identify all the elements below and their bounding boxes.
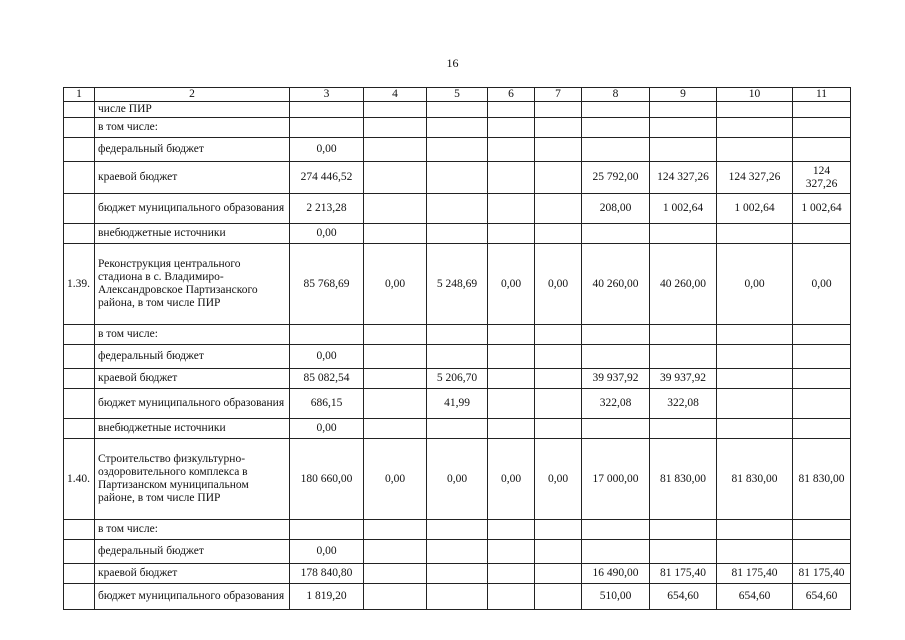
- value-cell: [535, 345, 582, 369]
- value-cell: [488, 224, 535, 244]
- column-number-header: 8: [582, 88, 650, 102]
- value-cell: [535, 162, 582, 194]
- value-cell: 85 768,69: [290, 244, 364, 325]
- value-cell: 0,00: [290, 138, 364, 162]
- row-name-cell: числе ПИР: [95, 102, 290, 118]
- value-cell: [793, 325, 851, 345]
- row-name-cell: внебюджетные источники: [95, 224, 290, 244]
- column-number-header: 4: [364, 88, 427, 102]
- value-cell: [427, 162, 488, 194]
- value-cell: [582, 540, 650, 564]
- value-cell: [650, 419, 717, 439]
- value-cell: 1 002,64: [793, 194, 851, 224]
- value-cell: [290, 325, 364, 345]
- value-cell: [582, 118, 650, 138]
- row-number-cell: 1.40.: [64, 439, 95, 520]
- value-cell: [717, 389, 793, 419]
- value-cell: [717, 138, 793, 162]
- row-number-cell: [64, 520, 95, 540]
- value-cell: [364, 564, 427, 584]
- value-cell: [364, 389, 427, 419]
- value-cell: 5 206,70: [427, 369, 488, 389]
- column-number-header: 5: [427, 88, 488, 102]
- value-cell: [488, 325, 535, 345]
- value-cell: [488, 389, 535, 419]
- table-row: [64, 102, 851, 118]
- value-cell: [364, 540, 427, 564]
- value-cell: 0,00: [290, 224, 364, 244]
- value-cell: [427, 419, 488, 439]
- table-row: [64, 369, 851, 389]
- row-number-cell: [64, 419, 95, 439]
- table-row: [64, 584, 851, 610]
- value-cell: 0,00: [535, 244, 582, 325]
- value-cell: 178 840,80: [290, 564, 364, 584]
- value-cell: [364, 520, 427, 540]
- value-cell: 81 175,40: [717, 564, 793, 584]
- value-cell: [535, 369, 582, 389]
- table-row: [64, 118, 851, 138]
- row-name-cell: бюджет муниципального образования: [95, 194, 290, 224]
- value-cell: [535, 584, 582, 610]
- value-cell: 124 327,26: [650, 162, 717, 194]
- value-cell: 0,00: [427, 439, 488, 520]
- value-cell: [488, 540, 535, 564]
- value-cell: [650, 520, 717, 540]
- value-cell: [717, 419, 793, 439]
- value-cell: 654,60: [650, 584, 717, 610]
- value-cell: [535, 389, 582, 419]
- table-row: [64, 138, 851, 162]
- value-cell: [793, 118, 851, 138]
- value-cell: [793, 419, 851, 439]
- value-cell: 0,00: [290, 345, 364, 369]
- value-cell: 654,60: [717, 584, 793, 610]
- value-cell: [427, 345, 488, 369]
- row-name-cell: внебюджетные источники: [95, 419, 290, 439]
- value-cell: [717, 102, 793, 118]
- value-cell: [535, 419, 582, 439]
- table-row: [64, 439, 851, 520]
- value-cell: 85 082,54: [290, 369, 364, 389]
- value-cell: [364, 194, 427, 224]
- value-cell: 39 937,92: [582, 369, 650, 389]
- value-cell: [717, 520, 793, 540]
- value-cell: [650, 118, 717, 138]
- value-cell: [364, 584, 427, 610]
- row-number-cell: [64, 389, 95, 419]
- value-cell: 322,08: [650, 389, 717, 419]
- row-number-cell: [64, 102, 95, 118]
- value-cell: 180 660,00: [290, 439, 364, 520]
- row-number-cell: [64, 224, 95, 244]
- value-cell: [488, 118, 535, 138]
- value-cell: 40 260,00: [582, 244, 650, 325]
- column-number-header: 11: [793, 88, 851, 102]
- value-cell: 0,00: [290, 419, 364, 439]
- column-number-row: [64, 88, 851, 102]
- value-cell: [427, 194, 488, 224]
- row-number-cell: [64, 584, 95, 610]
- value-cell: 16 490,00: [582, 564, 650, 584]
- value-cell: [364, 369, 427, 389]
- value-cell: [364, 325, 427, 345]
- row-name-cell: краевой бюджет: [95, 369, 290, 389]
- value-cell: [717, 540, 793, 564]
- table-row: [64, 389, 851, 419]
- row-name-cell: Реконструкция центрального стадиона в с. Владимиро-Александровское Партизанского района, в том числе ПИР: [95, 244, 290, 325]
- value-cell: 322,08: [582, 389, 650, 419]
- value-cell: 81 175,40: [650, 564, 717, 584]
- value-cell: 1 002,64: [650, 194, 717, 224]
- value-cell: 17 000,00: [582, 439, 650, 520]
- row-number-cell: [64, 540, 95, 564]
- row-number-cell: [64, 138, 95, 162]
- value-cell: 0,00: [793, 244, 851, 325]
- value-cell: 41,99: [427, 389, 488, 419]
- row-name-cell: бюджет муниципального образования: [95, 389, 290, 419]
- value-cell: 0,00: [290, 540, 364, 564]
- value-cell: [650, 138, 717, 162]
- value-cell: 274 446,52: [290, 162, 364, 194]
- column-number-header: 7: [535, 88, 582, 102]
- value-cell: [535, 325, 582, 345]
- value-cell: 0,00: [364, 439, 427, 520]
- value-cell: [535, 138, 582, 162]
- value-cell: 81 175,40: [793, 564, 851, 584]
- value-cell: [650, 345, 717, 369]
- value-cell: [535, 102, 582, 118]
- value-cell: 0,00: [535, 439, 582, 520]
- row-name-cell: краевой бюджет: [95, 162, 290, 194]
- row-number-cell: 1.39.: [64, 244, 95, 325]
- table-row: [64, 244, 851, 325]
- value-cell: [793, 102, 851, 118]
- value-cell: [427, 325, 488, 345]
- value-cell: [427, 118, 488, 138]
- page-number: 16: [446, 56, 459, 70]
- value-cell: [793, 369, 851, 389]
- value-cell: [650, 224, 717, 244]
- value-cell: [364, 118, 427, 138]
- value-cell: 2 213,28: [290, 194, 364, 224]
- value-cell: 654,60: [793, 584, 851, 610]
- value-cell: [650, 102, 717, 118]
- table-row: [64, 162, 851, 194]
- value-cell: [488, 564, 535, 584]
- value-cell: [793, 389, 851, 419]
- value-cell: [535, 564, 582, 584]
- value-cell: [650, 540, 717, 564]
- value-cell: [717, 369, 793, 389]
- value-cell: [427, 102, 488, 118]
- value-cell: [793, 540, 851, 564]
- row-number-cell: [64, 118, 95, 138]
- table-row: [64, 540, 851, 564]
- value-cell: [793, 345, 851, 369]
- value-cell: 0,00: [364, 244, 427, 325]
- value-cell: 124 327,26: [793, 162, 851, 194]
- value-cell: 81 830,00: [650, 439, 717, 520]
- value-cell: [717, 345, 793, 369]
- value-cell: [582, 520, 650, 540]
- table-row: [64, 419, 851, 439]
- value-cell: [535, 520, 582, 540]
- value-cell: [535, 224, 582, 244]
- column-number-header: 6: [488, 88, 535, 102]
- value-cell: [427, 540, 488, 564]
- value-cell: 25 792,00: [582, 162, 650, 194]
- value-cell: [793, 224, 851, 244]
- value-cell: [793, 138, 851, 162]
- value-cell: [717, 224, 793, 244]
- value-cell: [488, 345, 535, 369]
- value-cell: 686,15: [290, 389, 364, 419]
- row-name-cell: в том числе:: [95, 325, 290, 345]
- column-number-header: 3: [290, 88, 364, 102]
- value-cell: [427, 520, 488, 540]
- value-cell: [364, 102, 427, 118]
- value-cell: 1 819,20: [290, 584, 364, 610]
- value-cell: [364, 345, 427, 369]
- value-cell: 0,00: [488, 439, 535, 520]
- table-row: [64, 520, 851, 540]
- value-cell: 40 260,00: [650, 244, 717, 325]
- column-number-header: 2: [95, 88, 290, 102]
- value-cell: [427, 138, 488, 162]
- row-number-cell: [64, 325, 95, 345]
- row-number-cell: [64, 564, 95, 584]
- value-cell: [650, 325, 717, 345]
- table-row: [64, 224, 851, 244]
- value-cell: [488, 194, 535, 224]
- table-row: [64, 564, 851, 584]
- table-row: [64, 194, 851, 224]
- value-cell: [582, 138, 650, 162]
- column-number-header: 9: [650, 88, 717, 102]
- table-row: [64, 345, 851, 369]
- value-cell: 208,00: [582, 194, 650, 224]
- value-cell: [717, 325, 793, 345]
- value-cell: [488, 419, 535, 439]
- value-cell: [427, 584, 488, 610]
- value-cell: [793, 520, 851, 540]
- value-cell: [582, 102, 650, 118]
- value-cell: [582, 325, 650, 345]
- value-cell: [582, 224, 650, 244]
- row-number-cell: [64, 345, 95, 369]
- table-row: [64, 325, 851, 345]
- value-cell: [488, 369, 535, 389]
- value-cell: [364, 224, 427, 244]
- value-cell: [488, 162, 535, 194]
- row-number-cell: [64, 162, 95, 194]
- value-cell: 5 248,69: [427, 244, 488, 325]
- value-cell: [535, 194, 582, 224]
- row-name-cell: Строительство физкультурно-оздоровительного комплекса в Партизанском муниципальном районе, в том числе ПИР: [95, 439, 290, 520]
- row-name-cell: бюджет муниципального образования: [95, 584, 290, 610]
- value-cell: [535, 540, 582, 564]
- value-cell: [582, 345, 650, 369]
- value-cell: [535, 118, 582, 138]
- row-name-cell: федеральный бюджет: [95, 138, 290, 162]
- budget-table: [63, 87, 851, 610]
- row-name-cell: краевой бюджет: [95, 564, 290, 584]
- value-cell: [364, 162, 427, 194]
- row-name-cell: в том числе:: [95, 520, 290, 540]
- value-cell: 0,00: [717, 244, 793, 325]
- column-number-header: 10: [717, 88, 793, 102]
- value-cell: 81 830,00: [793, 439, 851, 520]
- value-cell: 1 002,64: [717, 194, 793, 224]
- value-cell: 39 937,92: [650, 369, 717, 389]
- row-number-cell: [64, 194, 95, 224]
- value-cell: [290, 118, 364, 138]
- row-name-cell: федеральный бюджет: [95, 540, 290, 564]
- value-cell: [364, 419, 427, 439]
- value-cell: [488, 584, 535, 610]
- value-cell: [488, 138, 535, 162]
- value-cell: [582, 419, 650, 439]
- value-cell: [488, 102, 535, 118]
- value-cell: [290, 102, 364, 118]
- row-name-cell: в том числе:: [95, 118, 290, 138]
- value-cell: 124 327,26: [717, 162, 793, 194]
- row-number-cell: [64, 369, 95, 389]
- value-cell: 81 830,00: [717, 439, 793, 520]
- row-name-cell: федеральный бюджет: [95, 345, 290, 369]
- value-cell: [290, 520, 364, 540]
- value-cell: [427, 564, 488, 584]
- value-cell: [427, 224, 488, 244]
- value-cell: [364, 138, 427, 162]
- value-cell: [717, 118, 793, 138]
- value-cell: [488, 520, 535, 540]
- value-cell: 0,00: [488, 244, 535, 325]
- column-number-header: 1: [64, 88, 95, 102]
- value-cell: 510,00: [582, 584, 650, 610]
